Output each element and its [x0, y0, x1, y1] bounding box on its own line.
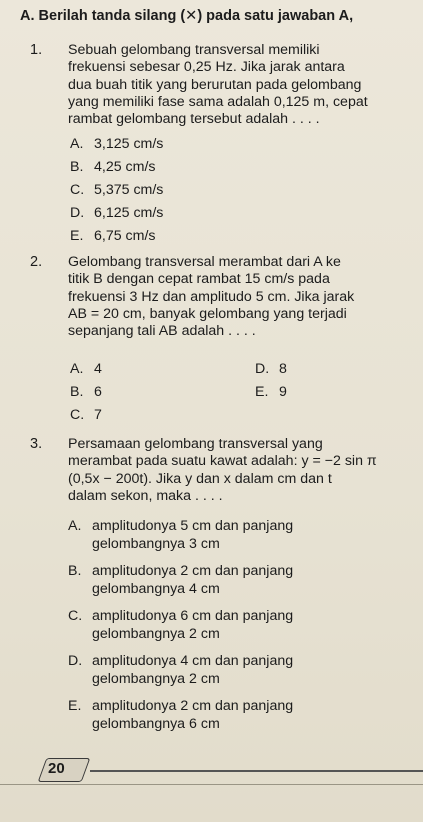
option-c[interactable] — [68, 608, 413, 643]
option-text-continued: gelombangnya 2 cm — [92, 670, 220, 687]
option-a[interactable] — [68, 518, 413, 553]
option-letter: D. — [68, 653, 83, 669]
option-letter: E. — [68, 698, 82, 714]
option-text-continued: gelombangnya 2 cm — [92, 625, 220, 642]
stem-line: yang memiliki fase sama adalah 0,125 m, cepat — [68, 93, 368, 110]
option-letter: B. — [68, 563, 82, 579]
option-text: 6,75 cm/s — [94, 228, 156, 244]
option-e[interactable] — [68, 698, 413, 733]
question-stem — [68, 254, 413, 340]
stem-line: sepanjang tali AB adalah . . . . — [68, 323, 256, 340]
option-d[interactable] — [68, 653, 413, 688]
question-number: 2. — [30, 254, 43, 270]
option-e[interactable] — [255, 384, 287, 402]
question-number: 1. — [30, 42, 43, 58]
option-text: amplitudonya 5 cm dan panjang — [92, 518, 294, 534]
stem-line: dalam sekon, maka . . . . — [68, 487, 223, 504]
option-text: 8 — [279, 361, 287, 377]
stem-line: AB = 20 cm, banyak gelombang yang terjadi — [68, 305, 347, 322]
option-letter: D. — [255, 361, 270, 377]
section-heading: A. Berilah tanda silang (✕) pada satu jawaban A, — [20, 8, 354, 24]
option-letter: B. — [70, 159, 84, 175]
stem-line: Gelombang transversal merambat dari A ke — [68, 254, 341, 270]
stem-line: frekuensi sebesar 0,25 Hz. Jika jarak antara — [68, 59, 345, 76]
question-stem — [68, 42, 413, 128]
stem-line: Sebuah gelombang transversal memiliki — [68, 42, 320, 58]
option-text: 3,125 cm/s — [94, 136, 164, 152]
option-letter: A. — [70, 136, 84, 152]
option-text: 5,375 cm/s — [94, 182, 164, 198]
page-edge-rule — [0, 784, 423, 785]
page-number-tab — [36, 758, 86, 782]
footer-rule — [90, 770, 423, 772]
stem-line: titik B dengan cepat rambat 15 cm/s pada — [68, 271, 330, 288]
option-text-continued: gelombangnya 3 cm — [92, 535, 220, 552]
option-letter: C. — [70, 407, 85, 423]
question-number: 3. — [30, 436, 43, 452]
stem-line: Persamaan gelombang transversal yang — [68, 436, 323, 452]
option-letter: C. — [70, 182, 85, 198]
option-text: amplitudonya 2 cm dan panjang — [92, 698, 294, 714]
option-b[interactable] — [70, 159, 156, 177]
option-letter: E. — [70, 228, 84, 244]
option-text: 6 — [94, 384, 102, 400]
stem-line: merambat pada suatu kawat adalah: y = −2 sin π — [68, 453, 377, 470]
option-text: amplitudonya 6 cm dan panjang — [92, 608, 294, 624]
question-stem — [68, 436, 413, 505]
option-text-continued: gelombangnya 4 cm — [92, 580, 220, 597]
option-e[interactable] — [70, 228, 156, 246]
option-a[interactable] — [70, 136, 163, 154]
stem-line: dua buah titik yang berurutan pada gelombang — [68, 76, 362, 93]
option-letter: A. — [70, 361, 84, 377]
option-d[interactable] — [70, 205, 163, 223]
option-letter: A. — [68, 518, 82, 534]
stem-line: (0,5x − 200t). Jika y dan x dalam cm dan t — [68, 470, 332, 487]
option-c[interactable] — [70, 407, 102, 425]
option-letter: C. — [68, 608, 83, 624]
option-c[interactable] — [70, 182, 163, 200]
option-text: amplitudonya 2 cm dan panjang — [92, 563, 294, 579]
option-a[interactable] — [70, 361, 102, 379]
option-text: 9 — [279, 384, 287, 400]
option-letter: D. — [70, 205, 85, 221]
option-text: 6,125 cm/s — [94, 205, 164, 221]
option-text: 4 — [94, 361, 102, 377]
page-number: 20 — [48, 760, 65, 777]
option-text: 4,25 cm/s — [94, 159, 156, 175]
option-letter: E. — [255, 384, 269, 400]
option-b[interactable] — [70, 384, 102, 402]
option-b[interactable] — [68, 563, 413, 598]
option-letter: B. — [70, 384, 84, 400]
option-d[interactable] — [255, 361, 287, 379]
option-text-continued: gelombangnya 6 cm — [92, 715, 220, 732]
option-text: 7 — [94, 407, 102, 423]
option-text: amplitudonya 4 cm dan panjang — [92, 653, 294, 669]
stem-line: rambat gelombang tersebut adalah . . . . — [68, 111, 320, 128]
stem-line: frekuensi 3 Hz dan amplitudo 5 cm. Jika jarak — [68, 288, 355, 305]
